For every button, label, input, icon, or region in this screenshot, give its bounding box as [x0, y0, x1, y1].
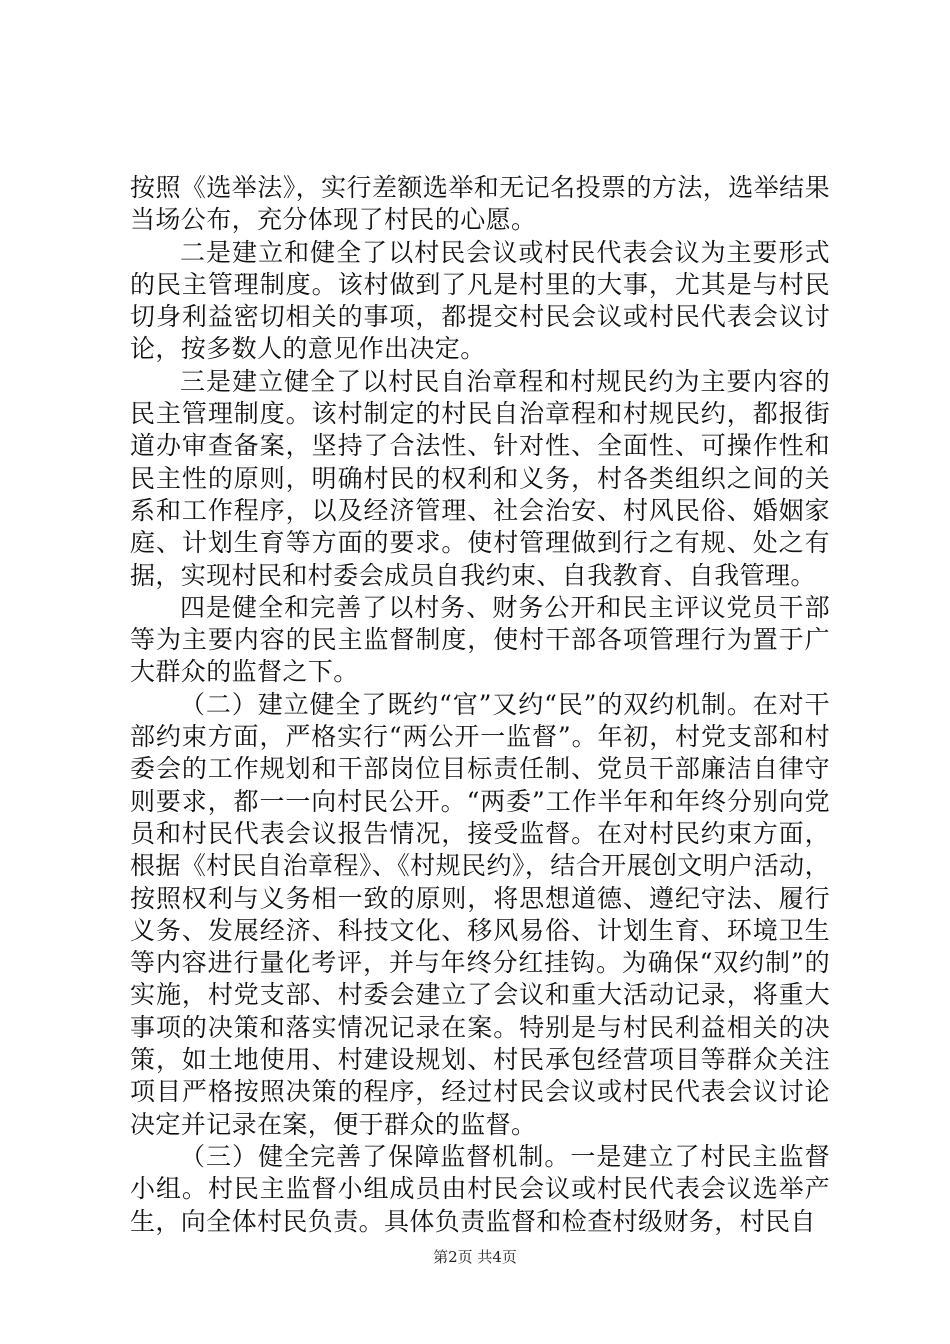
- paragraph: 三是建立健全了以村民自治章程和村规民约为主要内容的民主管理制度。该村制定的村民自治章程和村规民约，都报街道办审查备案，坚持了合法性、针对性、全面性、可操作性和民主性的原则，明确村民的权利和义务，村各类组织之间的关系和工作程序，以及经济管理、社会治安、村风民俗、婚姻家庭、计划生育等方面的要求。使村管理做到行之有规、处之有据，实现村民和村委会成员自我约束、自我教育、自我管理。: [130, 366, 830, 590]
- paragraph: 二是建立和健全了以村民会议或村民代表会议为主要形式的民主管理制度。该村做到了凡是村里的大事，尤其是与村民切身利益密切相关的事项，都提交村民会议或村民代表会议讨论，按多数人的意见作出决定。: [130, 237, 830, 364]
- paragraph-continued: 按照《选举法》，实行差额选举和无记名投票的方法，选举结果当场公布，充分体现了村民的心愿。: [130, 173, 830, 235]
- page-footer: 第2页 共4页: [433, 1248, 517, 1266]
- document-body: [130, 172, 830, 1238]
- paragraph: （三）健全完善了保障监督机制。一是建立了村民主监督小组。村民主监督小组成员由村民会议或村民代表会议选举产生，向全体村民负责。具体负责监督和检查村级财务，村民自: [130, 1141, 830, 1236]
- paragraph: 四是健全和完善了以村务、财务公开和民主评议党员干部等为主要内容的民主监督制度，使村干部各项管理行为置于广大群众的监督之下。: [130, 592, 830, 687]
- paragraph: （二）建立健全了既约“官”又约“民”的双约机制。在对干部约束方面，严格实行“两公开一监督”。年初，村党支部和村委会的工作规划和干部岗位目标责任制、党员干部廉洁自律守则要求，都一一向村民公开。“两委”工作半年和年终分别向党员和村民代表会议报告情况，接受监督。在对村民约束方面，根据《村民自治章程》、《村规民约》，结合开展创文明户活动，按照权利与义务相一致的原则，将思想道德、遵纪守法、履行义务、发展经济、科技文化、移风易俗、计划生育、环境卫生等内容进行量化考评，并与年终分红挂钩。为确保“双约制”的实施，村党支部、村委会建立了会议和重大活动记录，将重大事项的决策和落实情况记录在案。特别是与村民利益相关的决策，如土地使用、村建设规划、村民承包经营项目等群众关注项目严格按照决策的程序，经过村民会议或村民代表会议讨论决定并记录在案，便于群众的监督。: [130, 689, 830, 1139]
